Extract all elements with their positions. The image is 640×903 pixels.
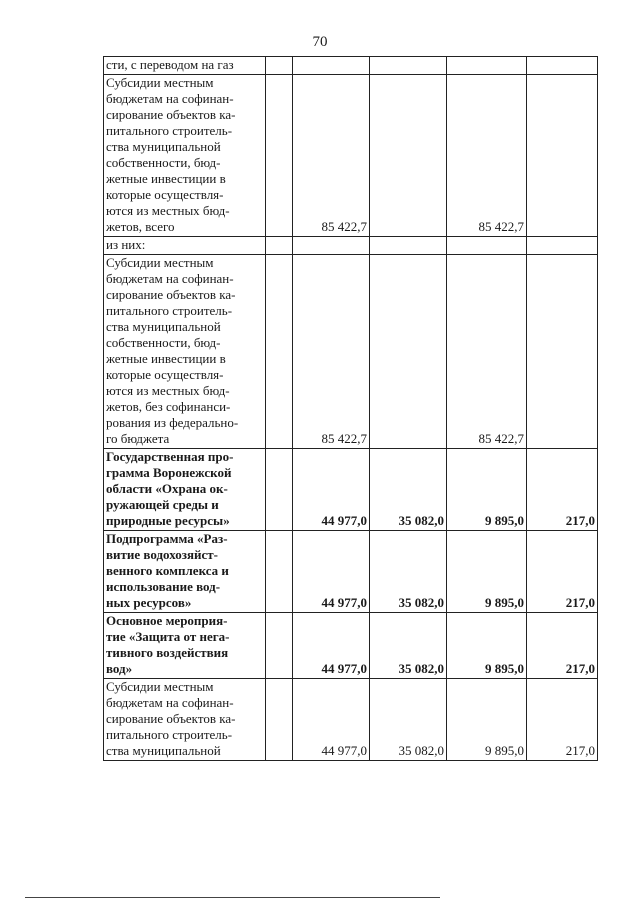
row-label-line: Субсидии местным: [106, 255, 214, 270]
row-label-line: использование вод-: [106, 579, 221, 594]
row-label-line: витие водохозяйст-: [106, 547, 218, 562]
value-cell: 44 977,0: [293, 531, 370, 613]
row-label-line: венного комплекса и: [106, 563, 229, 578]
row-label-line: ства муниципальной: [106, 319, 221, 334]
value-cell: [266, 449, 293, 531]
bottom-rule: [25, 897, 440, 898]
row-label-line: ных ресурсов»: [106, 595, 192, 610]
row-label-line: ружающей среды и: [106, 497, 219, 512]
row-label-line: жетов, всего: [106, 219, 175, 234]
table-row: [104, 531, 598, 613]
value-cell: 9 895,0: [447, 679, 527, 761]
row-label-line: Субсидии местным: [106, 75, 214, 90]
row-label-line: собственности, бюд-: [106, 155, 221, 170]
value-cell: [266, 237, 293, 255]
table-row: [104, 449, 598, 531]
row-label-line: Основное мероприя-: [106, 613, 228, 628]
table-body: [104, 57, 598, 761]
value-cell: 44 977,0: [293, 679, 370, 761]
value-cell: [370, 237, 447, 255]
row-label-line: тивного воздействия: [106, 645, 229, 660]
value-cell: 35 082,0: [370, 531, 447, 613]
value-cell: 217,0: [527, 531, 598, 613]
row-label-line: ства муниципальной: [106, 743, 221, 758]
table-row: [104, 255, 598, 449]
value-cell: 85 422,7: [447, 255, 527, 449]
row-label-line: бюджетам на софинан-: [106, 271, 234, 286]
row-label-line: собственности, бюд-: [106, 335, 221, 350]
table-row: [104, 75, 598, 237]
value-cell: [447, 57, 527, 75]
value-cell: [266, 255, 293, 449]
value-cell: [370, 75, 447, 237]
row-label-line: го бюджета: [106, 431, 170, 446]
value-cell: 35 082,0: [370, 449, 447, 531]
row-label-line: Подпрограмма «Раз-: [106, 531, 228, 546]
budget-table: [103, 56, 598, 761]
row-label-cell: [104, 531, 266, 613]
value-cell: [370, 57, 447, 75]
value-cell: [266, 57, 293, 75]
value-cell: 85 422,7: [447, 75, 527, 237]
value-cell: 9 895,0: [447, 613, 527, 679]
value-cell: [266, 613, 293, 679]
value-cell: [527, 57, 598, 75]
row-label-line: ства муниципальной: [106, 139, 221, 154]
row-label-line: Субсидии местным: [106, 679, 214, 694]
value-cell: [293, 237, 370, 255]
row-label-line: грамма Воронежской: [106, 465, 232, 480]
table-row: [104, 237, 598, 255]
row-label-line: питального строитель-: [106, 303, 233, 318]
row-label-line: которые осуществля-: [106, 367, 224, 382]
value-cell: [293, 57, 370, 75]
row-label-line: жетные инвестиции в: [106, 351, 226, 366]
row-label-line: питального строитель-: [106, 727, 233, 742]
value-cell: [527, 255, 598, 449]
table-row: [104, 679, 598, 761]
row-label-line: ются из местных бюд-: [106, 203, 230, 218]
row-label-cell: [104, 679, 266, 761]
row-label-line: жетов, без софинанси-: [106, 399, 231, 414]
table-row: [104, 613, 598, 679]
value-cell: [527, 75, 598, 237]
row-label-line: сирование объектов ка-: [106, 287, 236, 302]
row-label-line: сирование объектов ка-: [106, 711, 236, 726]
row-label-line: области «Охрана ок-: [106, 481, 228, 496]
row-label-line: Государственная про-: [106, 449, 234, 464]
value-cell: 35 082,0: [370, 679, 447, 761]
value-cell: 85 422,7: [293, 75, 370, 237]
value-cell: [266, 679, 293, 761]
row-label-line: ются из местных бюд-: [106, 383, 230, 398]
value-cell: 44 977,0: [293, 449, 370, 531]
row-label-line: рования из федерально-: [106, 415, 239, 430]
row-label-line: сирование объектов ка-: [106, 107, 236, 122]
row-label-cell: [104, 613, 266, 679]
value-cell: 9 895,0: [447, 531, 527, 613]
value-cell: 217,0: [527, 679, 598, 761]
value-cell: 44 977,0: [293, 613, 370, 679]
row-label-line: природные ресурсы»: [106, 513, 230, 528]
table-row: [104, 57, 598, 75]
row-label-line: тие «Защита от нега-: [106, 629, 230, 644]
row-label-cell: [104, 237, 266, 255]
value-cell: 217,0: [527, 613, 598, 679]
row-label-line: вод»: [106, 661, 133, 676]
value-cell: 35 082,0: [370, 613, 447, 679]
row-label-cell: [104, 255, 266, 449]
value-cell: [527, 237, 598, 255]
value-cell: [266, 75, 293, 237]
row-label-line: сти, с переводом на газ: [106, 57, 234, 72]
value-cell: [447, 237, 527, 255]
row-label-cell: [104, 449, 266, 531]
row-label-line: которые осуществля-: [106, 187, 224, 202]
value-cell: 9 895,0: [447, 449, 527, 531]
value-cell: 85 422,7: [293, 255, 370, 449]
page-number: 70: [312, 34, 328, 50]
row-label-line: жетные инвестиции в: [106, 171, 226, 186]
value-cell: [370, 255, 447, 449]
value-cell: 217,0: [527, 449, 598, 531]
row-label-line: бюджетам на софинан-: [106, 91, 234, 106]
row-label-cell: [104, 57, 266, 75]
value-cell: [266, 531, 293, 613]
row-label-cell: [104, 75, 266, 237]
row-label-line: из них:: [106, 237, 146, 252]
row-label-line: бюджетам на софинан-: [106, 695, 234, 710]
row-label-line: питального строитель-: [106, 123, 233, 138]
